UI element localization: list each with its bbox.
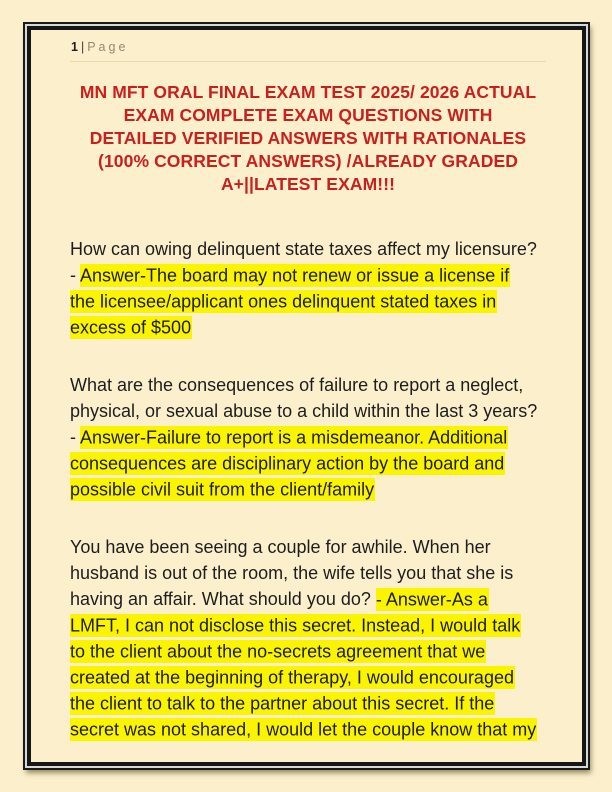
question-text: - [70, 265, 81, 285]
qa-section [70, 236, 546, 742]
title-line: DETAILED VERIFIED ANSWERS WITH RATIONALES [89, 128, 527, 148]
answer-highlight: secret was not shared, I would let the couple know that my [70, 719, 537, 739]
question-text: You have been seeing a couple for awhile. When her [70, 537, 491, 557]
header-separator: | [80, 40, 87, 54]
qa-line [70, 716, 546, 742]
qa-line [70, 586, 546, 612]
answer-highlight: the client to talk to the partner about this secret. If the [70, 693, 495, 713]
answer-highlight: possible civil suit from the client/family [70, 479, 375, 499]
page-header [70, 37, 546, 62]
answer-highlight: Answer-The board may not renew or issue a license if [80, 265, 510, 285]
qa-line [70, 612, 546, 638]
answer-highlight: LMFT, I can not disclose this secret. Instead, I would talk [70, 615, 521, 635]
title-line: MN MFT ORAL FINAL EXAM TEST 2025/ 2026 ACTUAL [79, 82, 537, 102]
qa-block [70, 534, 546, 742]
qa-line [70, 450, 546, 476]
answer-highlight: to the client about the no-secrets agreement that we [70, 641, 486, 661]
question-text: having an affair. What should you do? [70, 589, 376, 609]
title-line: (100% CORRECT ANSWERS) /ALREADY GRADED [98, 151, 518, 171]
qa-line [70, 534, 546, 560]
qa-line [70, 690, 546, 716]
answer-highlight: consequences are disciplinary action by the board and [70, 453, 505, 473]
qa-line [70, 262, 546, 288]
qa-line [70, 314, 546, 340]
page-border-frame [23, 22, 590, 770]
question-text: How can owing delinquent state taxes affect my licensure? [70, 239, 537, 259]
qa-line [70, 560, 546, 586]
answer-highlight: Answer-Failure to report is a misdemeanor. Additional [80, 427, 508, 447]
question-text: husband is out of the room, the wife tells you that she is [70, 563, 514, 583]
answer-highlight: created at the beginning of therapy, I would encouraged [70, 667, 514, 687]
answer-highlight: - Answer-As a [375, 589, 488, 609]
answer-highlight: the licensee/applicant ones delinquent stated taxes in [70, 291, 497, 311]
header-page-label: Page [87, 40, 129, 54]
qa-line [70, 638, 546, 664]
qa-line [70, 372, 546, 398]
title-line: EXAM COMPLETE EXAM QUESTIONS WITH [123, 105, 493, 125]
qa-line [70, 236, 546, 262]
answer-highlight: excess of $500 [70, 317, 192, 337]
qa-block [70, 236, 546, 340]
qa-line [70, 424, 546, 450]
question-text: - [70, 427, 81, 447]
question-text: What are the consequences of failure to report a neglect, [70, 375, 524, 395]
qa-line [70, 288, 546, 314]
qa-line [70, 476, 546, 502]
document-title [70, 81, 546, 196]
title-line: A+||LATEST EXAM!!! [220, 174, 396, 194]
page-content-area [27, 26, 586, 766]
page-number: 1 [71, 40, 80, 54]
qa-block [70, 372, 546, 502]
qa-line [70, 398, 546, 424]
qa-line [70, 664, 546, 690]
question-text: physical, or sexual abuse to a child within the last 3 years? [70, 401, 538, 421]
